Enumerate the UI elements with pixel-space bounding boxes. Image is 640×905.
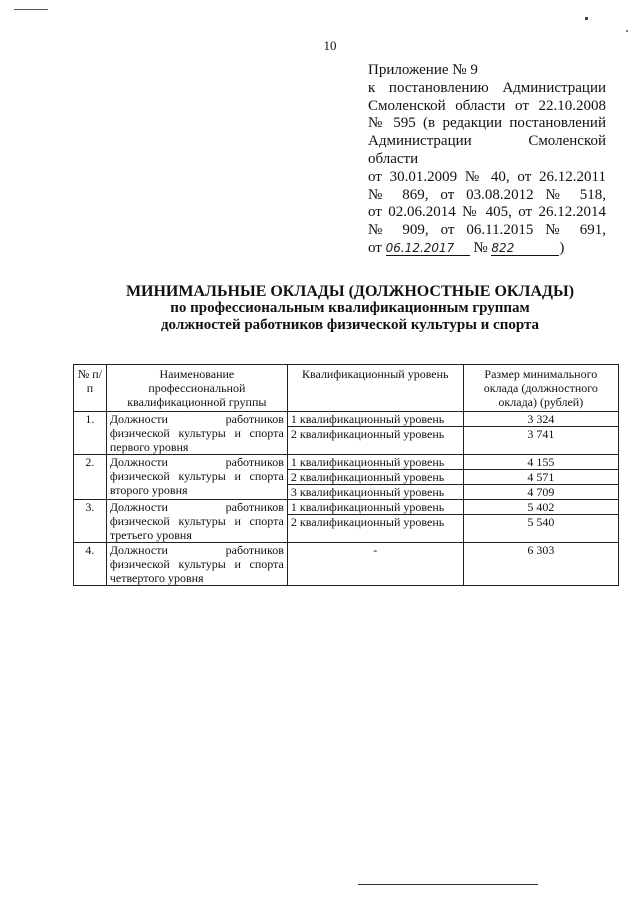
group-name-first-line: Должности работников (109, 455, 284, 469)
appendix-title: Приложение № 9 (368, 62, 478, 78)
row-number: 1. (74, 412, 107, 455)
salary-value: 5 402 (527, 500, 555, 514)
salary-cell (463, 543, 618, 586)
appendix-last-line (368, 240, 606, 258)
table-header-row (74, 365, 619, 412)
group-name-first-line: Должности работников (109, 500, 284, 514)
group-name-rest: физической культуры и спорта второго уровня (109, 469, 284, 497)
table-row (74, 455, 619, 500)
level-cell (287, 543, 463, 586)
header-level: Квалификационный уровень (287, 365, 463, 412)
row-number: 2. (74, 455, 107, 500)
handwritten-number: 822 (491, 241, 559, 256)
level-cell (287, 412, 463, 455)
scan-artifact-dot (626, 30, 628, 32)
salary-value: 3 741 (464, 426, 618, 441)
group-name-rest: физической культуры и спорта четвертого уровня (109, 557, 284, 585)
group-name-cell (106, 412, 287, 455)
header-salary: Размер минимального оклада (должностного оклада) (рублей) (463, 365, 618, 412)
table-row (74, 543, 619, 586)
row-number: 4. (74, 543, 107, 586)
level-item: 3 квалификационный уровень (288, 484, 463, 499)
appendix-line: № 869, от 03.08.2012 № 518, (368, 186, 606, 203)
level-cell (287, 500, 463, 543)
level-item: 1 квалификационный уровень (290, 455, 445, 469)
salary-value: 3 324 (527, 412, 555, 426)
level-item: 2 квалификационный уровень (288, 514, 463, 529)
salary-value: 5 540 (464, 514, 618, 529)
appendix-header (368, 62, 606, 258)
salary-table (73, 364, 619, 586)
group-name-cell (106, 500, 287, 543)
group-name-first-line: Должности работников (109, 412, 284, 426)
table-row (74, 500, 619, 543)
salary-value: 6 303 (527, 543, 555, 557)
salary-cell (463, 500, 618, 543)
level-item: 2 квалификационный уровень (288, 469, 463, 484)
header-group: Наименование профессиональной квалификационной группы (106, 365, 287, 412)
appendix-line: Администрации Смоленской области (368, 133, 606, 167)
level-item: - (373, 543, 378, 557)
appendix-number-sign: № (473, 239, 488, 256)
group-name-rest: физической культуры и спорта третьего уровня (109, 514, 284, 542)
document-subtitle-line: по профессиональным квалификационным группам (170, 300, 530, 316)
appendix-line: от 02.06.2014 № 405, от 26.12.2014 (368, 204, 606, 221)
salary-value: 4 571 (464, 469, 618, 484)
salary-value: 4 709 (464, 484, 618, 499)
scan-artifact-dot (585, 17, 588, 20)
group-name-cell (106, 455, 287, 500)
page-number: 10 (323, 38, 337, 53)
document-title-line: МИНИМАЛЬНЫЕ ОКЛАДЫ (ДОЛЖНОСТНЫЕ ОКЛАДЫ) (125, 283, 575, 300)
document-subtitle-line: должностей работников физической культуры и спорта (160, 317, 540, 333)
scan-artifact-line (14, 9, 48, 10)
salary-cell (463, 455, 618, 500)
handwritten-date: 06.12.2017 (386, 241, 470, 256)
row-number: 3. (74, 500, 107, 543)
appendix-line: № 909, от 06.11.2015 № 691, (368, 222, 606, 239)
appendix-last-suffix: ) (559, 239, 565, 256)
group-name-cell (106, 543, 287, 586)
scan-artifact-line (358, 884, 538, 885)
level-item: 1 квалификационный уровень (290, 500, 445, 514)
appendix-last-prefix: от (368, 239, 382, 256)
level-item: 1 квалификационный уровень (290, 412, 445, 426)
document-title (80, 283, 620, 334)
table-row (74, 412, 619, 455)
appendix-line: от 30.01.2009 № 40, от 26.12.2011 (368, 168, 606, 185)
level-cell (287, 455, 463, 500)
appendix-line: № 595 (в редакции постановлений (368, 115, 606, 132)
salary-value: 4 155 (527, 455, 555, 469)
appendix-line: Смоленской области от 22.10.2008 (368, 97, 606, 114)
level-item: 2 квалификационный уровень (288, 426, 463, 441)
header-number: № п/п (74, 365, 107, 412)
appendix-line: к постановлению Администрации (368, 79, 606, 96)
group-name-rest: физической культуры и спорта первого уровня (109, 426, 284, 454)
group-name-first-line: Должности работников (109, 543, 284, 557)
salary-cell (463, 412, 618, 455)
